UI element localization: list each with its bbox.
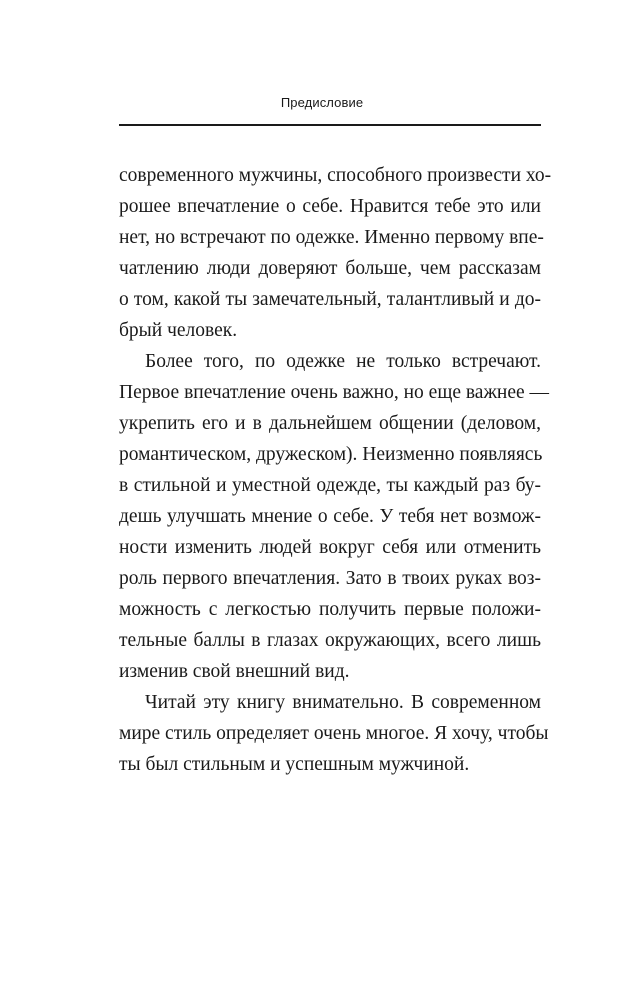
text-line: тельные баллы в глазах окружающих, всего лишь: [119, 630, 541, 651]
text-line: можность с легкостью получить первые положи-: [119, 599, 541, 620]
text-line: рошее впечатление о себе. Нравится тебе это или: [119, 196, 541, 217]
paragraph-3: [119, 687, 549, 780]
paragraph-1: [119, 160, 552, 346]
text-line: Более того, по одежке не только встречают.: [145, 351, 541, 372]
text-line: в стильной и уместной одежде, ты каждый раз бу-: [119, 475, 541, 496]
text-line: нет, но встречают по одежке. Именно первому впе-: [119, 227, 544, 248]
text-line: дешь улучшать мнение о себе. У тебя нет возмож-: [119, 506, 541, 527]
body-text: [119, 160, 552, 780]
text-line: Первое впечатление очень важно, но еще важнее —: [119, 382, 550, 403]
text-line: брый человек.: [119, 320, 238, 341]
text-line: ности изменить людей вокруг себя или отменить: [119, 537, 541, 558]
text-line: мире стиль определяет очень многое. Я хочу, чтобы: [119, 723, 549, 744]
text-line: современного мужчины, способного произвести хо-: [119, 165, 552, 186]
text-line: Читай эту книгу внимательно. В современном: [145, 692, 541, 713]
text-line: ты был стильным и успешным мужчиной.: [119, 754, 470, 775]
paragraph-2: [119, 346, 550, 687]
text-line: изменив свой внешний вид.: [119, 661, 350, 682]
text-line: о том, какой ты замечательный, талантливый и до-: [119, 289, 541, 310]
text-line: романтическом, дружеском). Неизменно появляясь: [119, 444, 543, 465]
text-line: роль первого впечатления. Зато в твоих руках воз-: [119, 568, 541, 589]
running-title: Предисловие: [280, 95, 364, 110]
text-line: чатлению люди доверяют больше, чем рассказам: [119, 258, 541, 279]
text-line: укрепить его и в дальнейшем общении (деловом,: [119, 413, 541, 434]
header-rule: [119, 124, 541, 126]
